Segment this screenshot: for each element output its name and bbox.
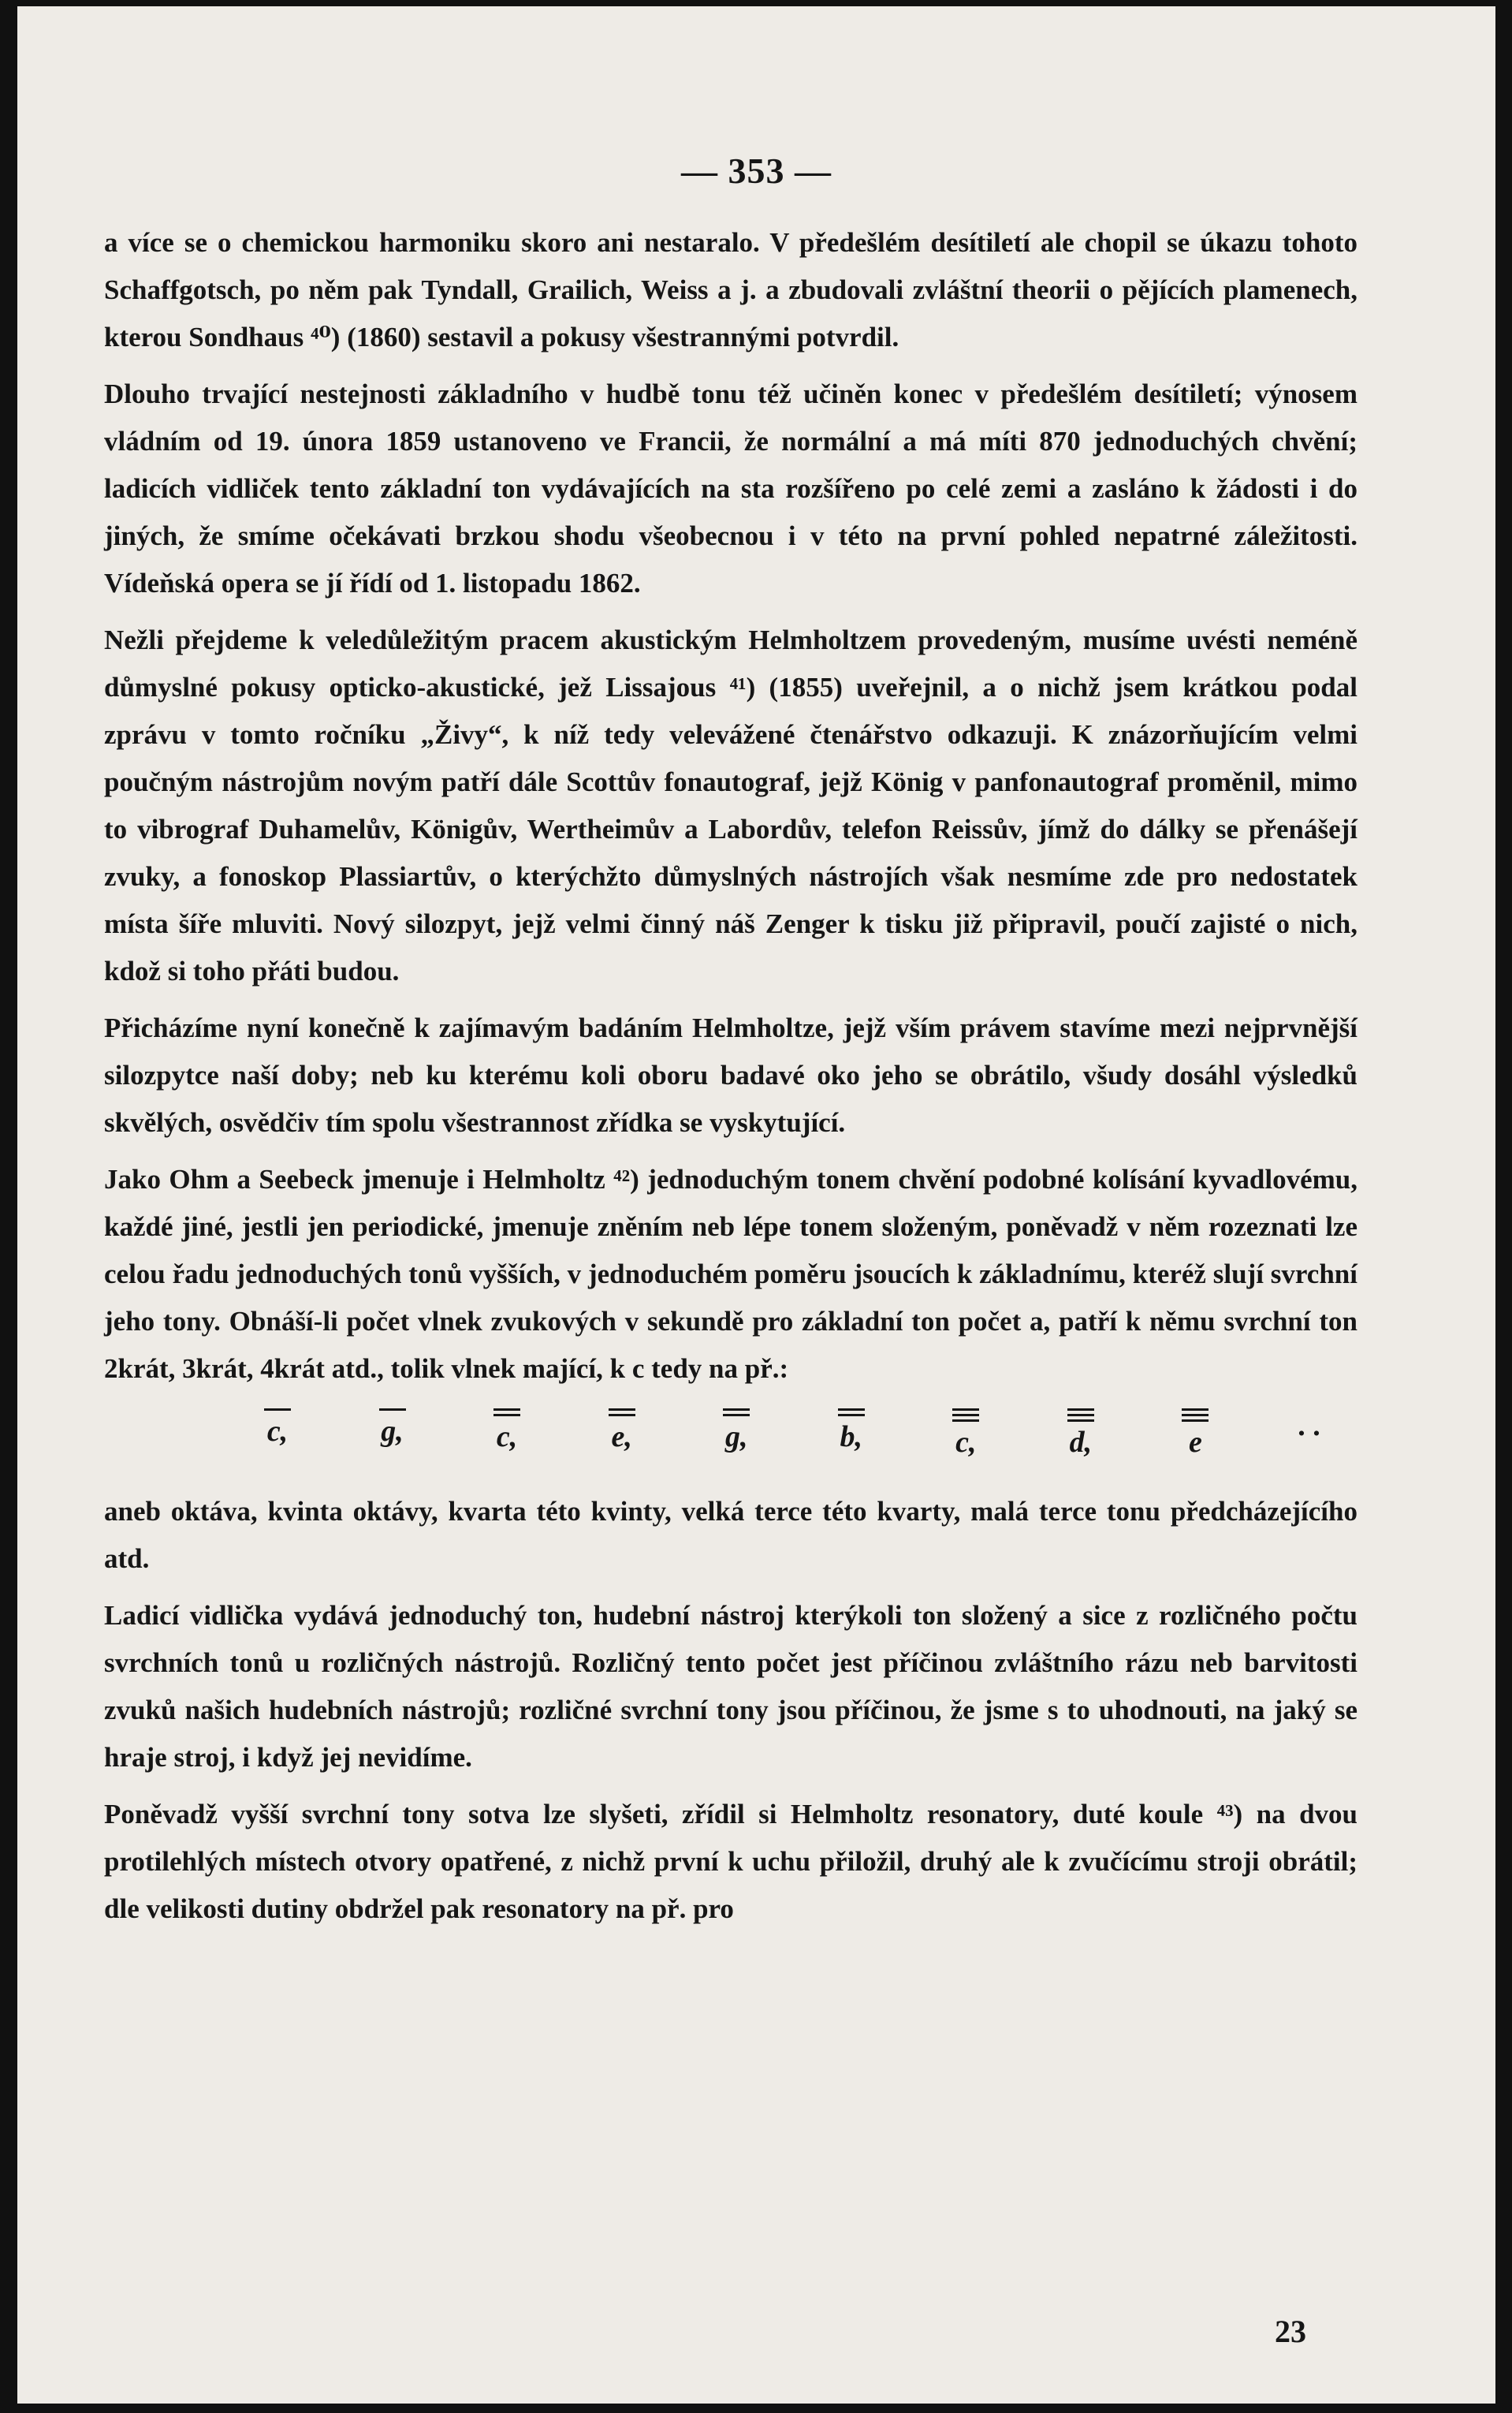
paragraph: Dlouho trvající nestejnosti základního v hudbě tonu též učiněn konec v předešlém desítiletí; výnosem vládním od 19. února 1859 ustanoveno ve Francii, že normální a má míti 870 jednoduchých chvění; ladicích vidliček tento základní ton vydávajících na sta rozšířeno po celé zemi a zasláno k žádosti i do jiných, že smíme očekávati brzkou shodu všeobecnou i v této na první pohled nepatrné záležitosti. Vídeňská opera se jí řídí od 1. listopadu 1862.	[104, 379, 1357, 599]
paragraph: a více se o chemickou harmoniku skoro ani nestaralo. V předešlém desítiletí ale chopil se úkazu tohoto Schaffgotsch, po něm pak Tyndall, Grailich, Weiss a j. a zbudovali zvláštní theorii o pějících plamenech, kterou Sondhaus ⁴⁰) (1860) sestavil a pokusy všestrannými potvrdil.	[104, 227, 1357, 352]
page-number: — 353 —	[681, 151, 832, 191]
note-symbol: e,	[606, 1408, 638, 1460]
note-symbol: d,	[1065, 1408, 1097, 1460]
note-symbol: b,	[836, 1408, 867, 1460]
body-text	[104, 219, 1357, 1942]
octave-bar	[952, 1419, 979, 1422]
octave-bar	[609, 1408, 635, 1411]
note-symbol: c,	[262, 1408, 293, 1460]
book-page	[17, 6, 1495, 2404]
octave-bar	[493, 1414, 520, 1416]
octave-bar	[1067, 1414, 1094, 1416]
octave-bar	[838, 1408, 865, 1411]
overtone-series	[104, 1408, 1357, 1460]
paragraph: Přicházíme nyní konečně k zajímavým badáním Helmholtze, jejž vším právem stavíme mezi nejprvnější silozpytce naší doby; neb ku kterému koli oboru badavé oko jeho se obrátilo, všudy dosáhl výsledků skvělých, osvědčiv tím spolu všestrannost zřídka se vyskytující.	[104, 1013, 1357, 1138]
note-symbol: e	[1179, 1408, 1211, 1460]
octave-bar	[952, 1414, 979, 1416]
octave-bar	[264, 1408, 291, 1411]
paragraph: aneb oktáva, kvinta oktávy, kvarta této kvinty, velká terce této kvarty, malá terce tonu předcházejícího atd.	[104, 1496, 1357, 1574]
octave-bar	[1182, 1414, 1208, 1416]
octave-bar	[838, 1414, 865, 1416]
octave-bar	[1182, 1408, 1208, 1411]
octave-bar	[952, 1408, 979, 1411]
octave-bar	[1067, 1408, 1094, 1411]
note-symbol: g,	[721, 1408, 752, 1460]
paragraph: Jako Ohm a Seebeck jmenuje i Helmholtz ⁴²) jednoduchým tonem chvění podobné kolísání kyvadlovému, každé jiné, jestli jen periodické, jmenuje zněním neb lépe tonem složeným, poněvadž v něm rozeznati lze celou řadu jednoduchých tonů vyšších, v jednoduchém poměru jsoucích k základnímu, kteréž slují svrchní jeho tony. Obnáší-li počet vlnek zvukových v sekundě pro základní ton počet a, patří k němu svrchní ton 2krát, 3krát, 4krát atd., tolik vlnek mající, k c tedy na př.:	[104, 1164, 1357, 1384]
octave-bar	[609, 1414, 635, 1416]
octave-bar	[723, 1414, 750, 1416]
octave-bar	[379, 1408, 406, 1411]
octave-bar	[1067, 1419, 1094, 1422]
note-symbol: . .	[1298, 1409, 1322, 1442]
paragraph: Nežli přejdeme k veledůležitým pracem akustickým Helmholtzem provedeným, musíme uvésti neméně důmyslné pokusy opticko-akustické, jež Lissajous ⁴¹) (1855) uveřejnil, a o nichž jsem krátkou podal zprávu v tomto ročníku „Živy“, k níž tedy velevážené čtenářstvo odkazuji. K znázorňujícím velmi poučným nástrojům novým patří dále Scottův fonautograf, jejž König v panfonautograf proměnil, mimo to vibrograf Duhamelův, Königův, Wertheimův a Labordův, telefon Reissův, jímž do dálky se přenášejí zvuky, a fonoskop Plassiartův, o kterýchžto důmyslných nástrojích však nesmíme zde pro nedostatek místa šíře mluviti. Nový silozpyt, jejž velmi činný náš Zenger k tisku již připravil, poučí zajisté o nich, kdož si toho přáti budou.	[104, 625, 1357, 986]
paragraph: Ladicí vidlička vydává jednoduchý ton, hudební nástroj kterýkoli ton složený a sice z rozličného počtu svrchních tonů u rozličných nástrojů. Rozličný tento počet jest příčinou zvláštního rázu neb barvitosti zvuků našich hudebních nástrojů; rozličné svrchní tony jsou příčinou, že jsme s to uhodnouti, na jaký se hraje stroj, i když jej nevidíme.	[104, 1600, 1357, 1773]
paragraph: Poněvadž vyšší svrchní tony sotva lze slyšeti, zřídil si Helmholtz resonatory, duté koule ⁴³) na dvou protilehlých místech otvory opatřené, z nichž první k uchu přiložil, druhý ale k zvučícímu stroji obrátil; dle velikosti dutiny obdržel pak resonatory na př. pro	[104, 1799, 1357, 1924]
octave-bar	[723, 1408, 750, 1411]
octave-bar	[493, 1408, 520, 1411]
note-symbol: c,	[950, 1408, 981, 1460]
signature-mark: 23	[1275, 2314, 1306, 2349]
octave-bar	[1182, 1419, 1208, 1422]
note-symbol: g,	[377, 1408, 408, 1460]
note-symbol: c,	[491, 1408, 523, 1460]
